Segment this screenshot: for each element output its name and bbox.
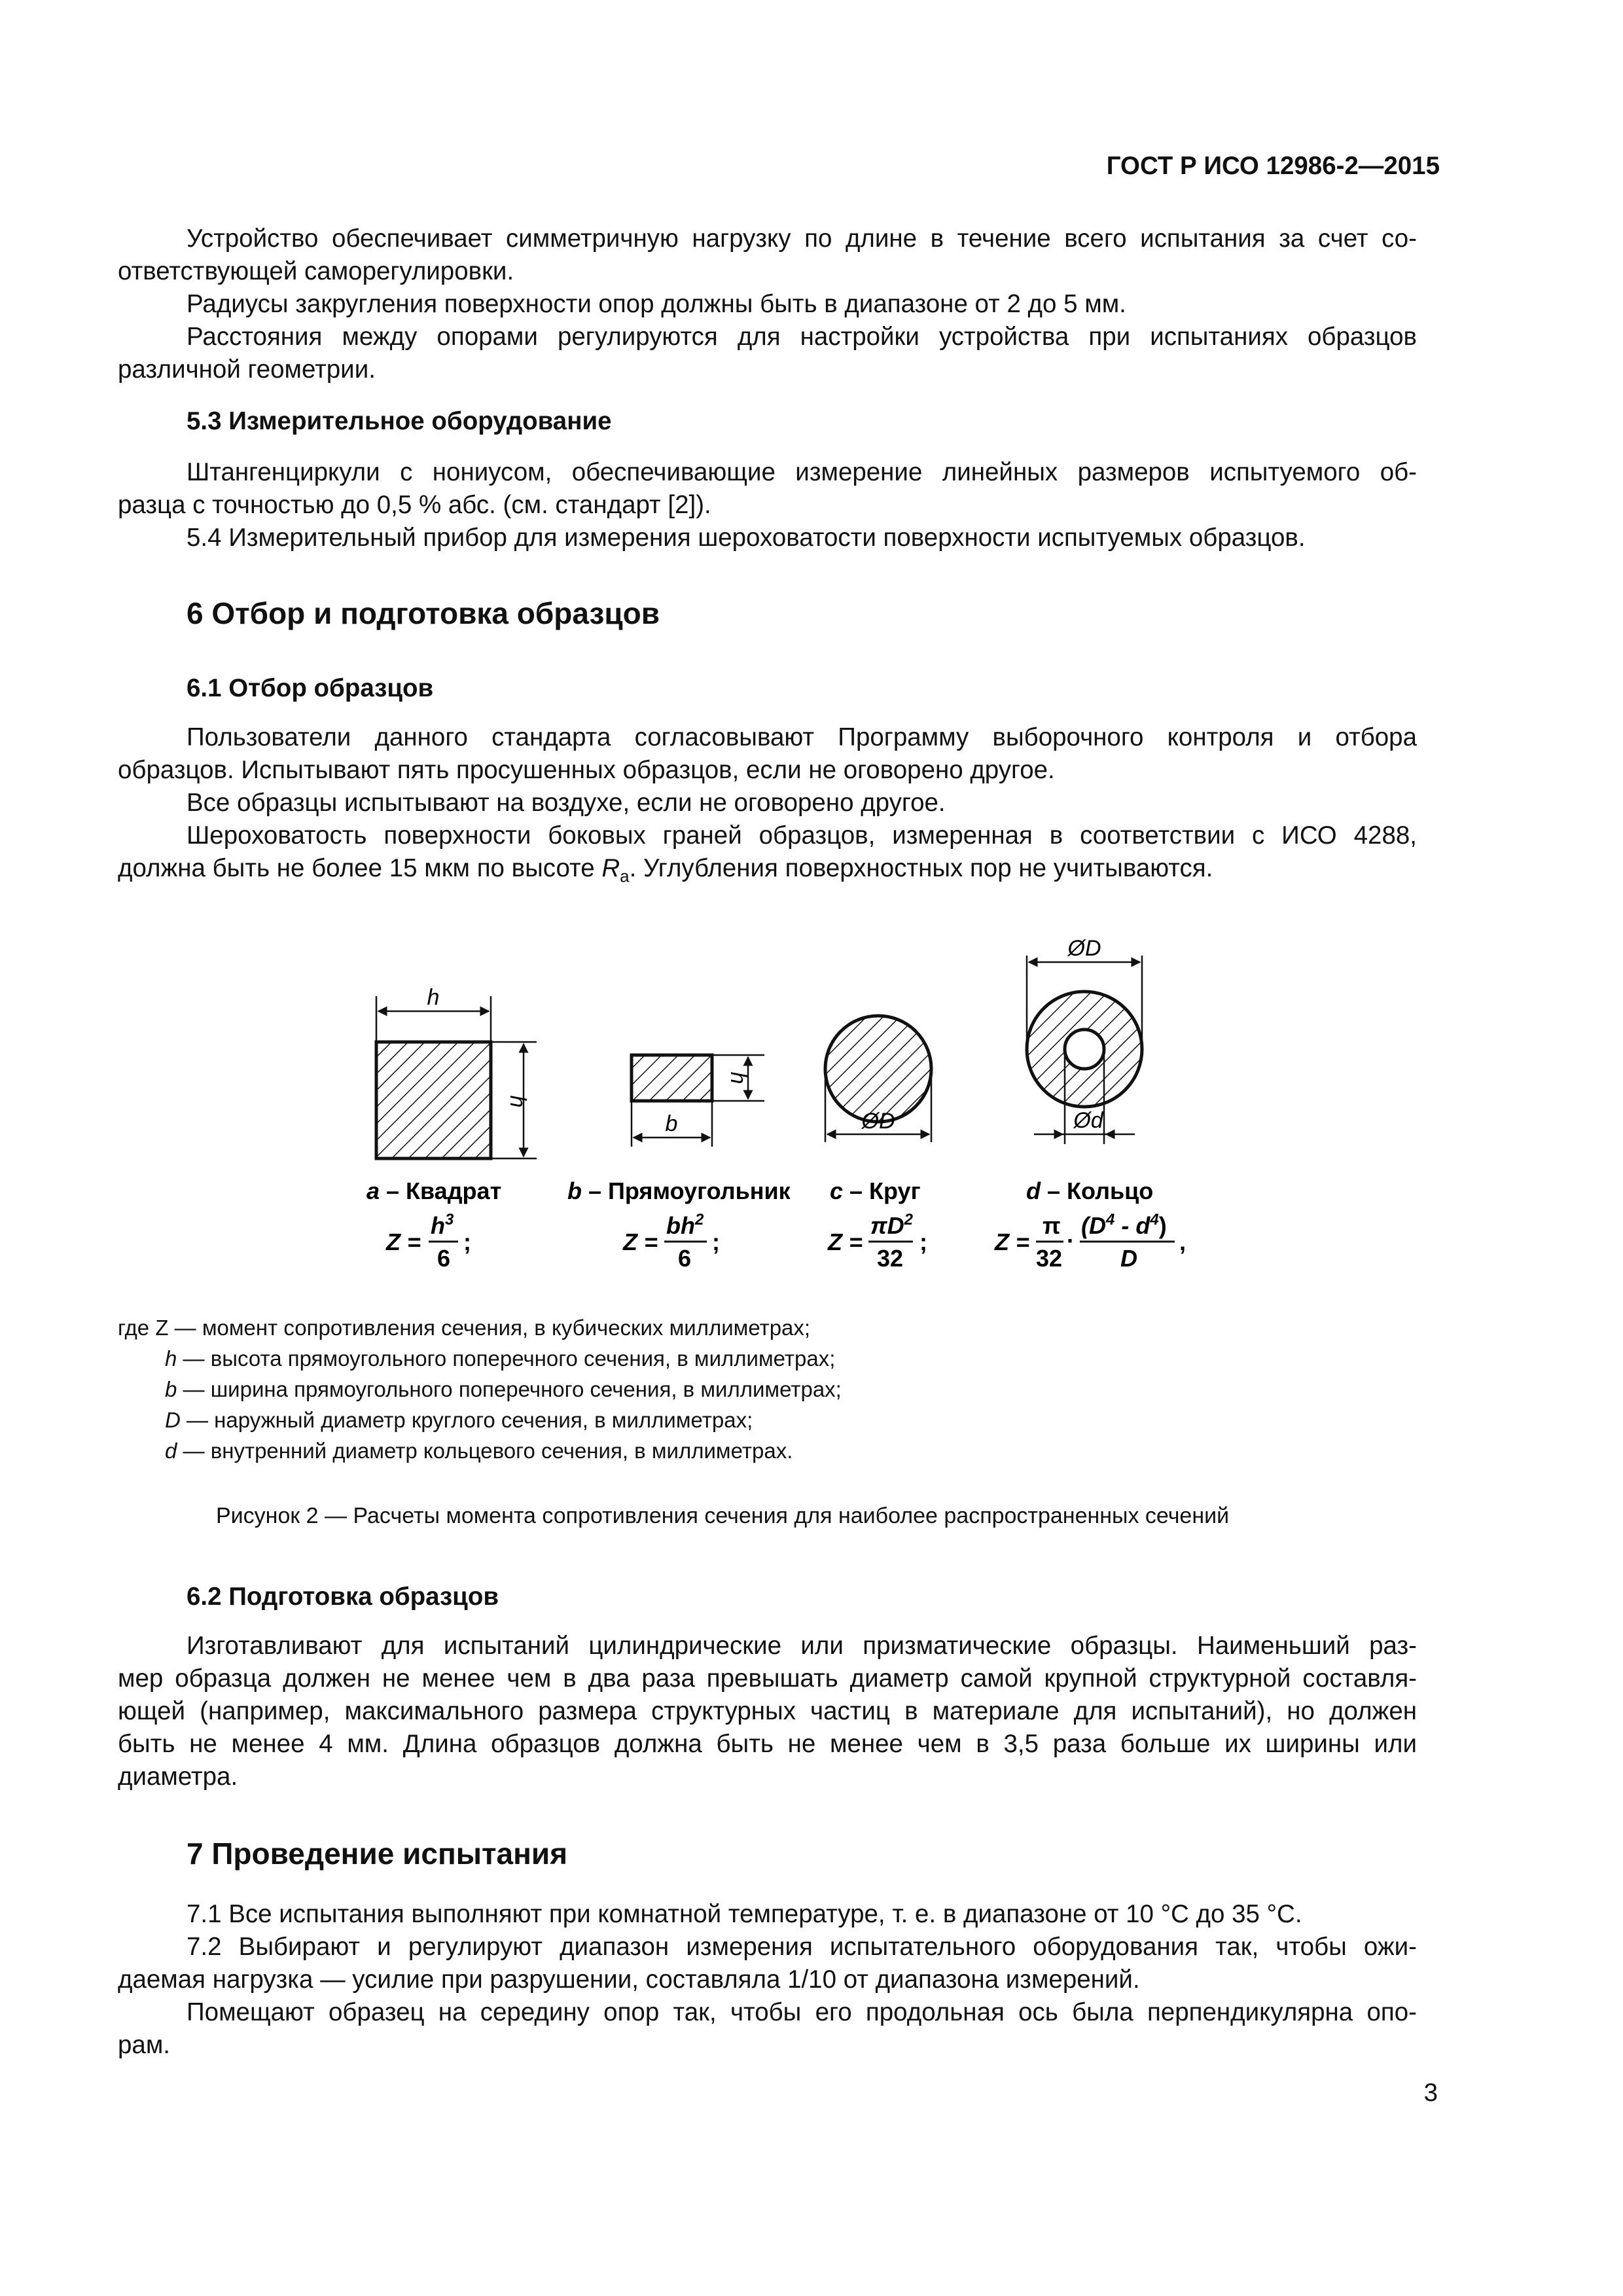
legend-line: h — высота прямоугольного поперечного сечения, в миллиметрах; (165, 1346, 836, 1371)
text-line: образцов. Испытывают пять просушенных образцов, если не оговорено другое. (118, 756, 1055, 784)
square-section (376, 985, 537, 1158)
rectangle-section (632, 1055, 764, 1147)
text-line: Радиусы закругления поверхности опор должны быть в диапазоне от 2 до 5 мм. (187, 290, 1126, 318)
section-heading-7: 7 Проведение испытания (187, 1837, 568, 1871)
text-line: Все образцы испытывают на воздухе, если не оговорено другое. (187, 789, 946, 817)
formula-a-den: 6 (437, 1245, 451, 1272)
formula-c-end: ; (919, 1229, 927, 1255)
caption-rectangle: b – Прямоугольник (567, 1177, 791, 1204)
page-number: 3 (1423, 2079, 1438, 2107)
text-line: мер образца должен не менее чем в два раза превышать диаметр самой крупной структурной составля- (118, 1664, 1417, 1693)
formula-b-end: ; (712, 1229, 720, 1255)
text-line: 7.1 Все испытания выполняют при комнатной температуре, т. е. в диапазоне от 10 °С до 35 °С. (187, 1900, 1302, 1928)
dim-label-d: Ød (1073, 1108, 1103, 1133)
formula-d-lhs: Z = (995, 1229, 1030, 1255)
text-line: различной геометрии. (118, 355, 376, 384)
section-heading-6-2: 6.2 Подготовка образцов (187, 1583, 499, 1611)
text-line: 7.2 Выбирают и регулируют диапазон измерения испытательного оборудования так, чтобы ожи- (187, 1933, 1417, 1961)
dim-label-D: ØD (1067, 936, 1101, 961)
dim-label-h-vertical: h (505, 1095, 530, 1108)
text-line: рам. (118, 2031, 170, 2059)
circle-shape (825, 1016, 931, 1122)
text-line: Устройство обеспечивает симметричную нагрузку по длине в течение всего испытания за счет со- (187, 224, 1417, 253)
section-heading-5-3: 5.3 Измерительное оборудование (187, 407, 612, 435)
formula-b-num: $bh^2$ (666, 1211, 704, 1239)
ring-section (1027, 936, 1142, 1144)
dim-label-h: h (427, 985, 440, 1010)
text-line: Изготавливают для испытаний цилиндрические или призматические образцы. Наименьший раз- (187, 1632, 1417, 1660)
formula-c-lhs: Z = (828, 1229, 863, 1255)
text-line: диаметра. (118, 1763, 238, 1791)
square-shape (376, 1042, 491, 1158)
text-span: должна быть не более 15 мкм по высоте (118, 854, 602, 882)
section-6-1-text (118, 721, 1417, 893)
text-line: разца с точностью до 0,5 % абс. (см. стандарт [2]). (118, 491, 711, 519)
formula-b-lhs: Z = (623, 1229, 658, 1255)
legend-line: d — внутренний диаметр кольцевого сечения, в миллиметрах. (165, 1439, 793, 1463)
text-line: Помещают образец на середину опор так, чтобы его продольная ось была перпендикулярна опо- (187, 1998, 1417, 2026)
formula-d-num1: π (1043, 1212, 1061, 1239)
text-line: даемая нагрузка — усилие при разрушении, составляла 1/10 от диапазона измерений. (118, 1965, 1140, 1994)
formulas (385, 1211, 1186, 1272)
text-line: Расстояния между опорами регулируются для настройки устройства при испытаниях образцов (187, 323, 1417, 351)
text-line (118, 852, 1417, 893)
caption-circle: c – Круг (830, 1177, 921, 1204)
formula-a-lhs: Z = (386, 1229, 421, 1255)
formula-d-den2: D (1120, 1245, 1137, 1272)
section-5-3-text (118, 456, 1417, 554)
dim-label-D: ØD (861, 1109, 895, 1134)
section-heading-6: 6 Отбор и подготовка образцов (187, 596, 660, 630)
text-line: Шероховатость поверхности боковых граней образцов, измеренная в соответствии с ИСО 4288, (187, 821, 1417, 850)
caption-ring: d – Кольцо (1026, 1177, 1154, 1204)
legend-line: где Z — момент сопротивления сечения, в кубических миллиметрах; (118, 1316, 811, 1340)
section-7-text (118, 1898, 1417, 2062)
text-line: быть не менее 4 мм. Длина образцов должна быть не менее чем в 3,5 раза больше их ширины или (118, 1730, 1417, 1758)
formula-d-end: , (1179, 1229, 1186, 1255)
figure-legend (118, 1312, 842, 1466)
text-line: Штангенциркули с нониусом, обеспечивающие измерение линейных размеров испытуемого об- (187, 458, 1417, 486)
formula-a-end: ; (463, 1229, 471, 1255)
formula-c-den: 32 (877, 1245, 904, 1272)
formula-d-den1: 32 (1036, 1245, 1063, 1272)
text-line: 5.4 Измерительный прибор для измерения шероховатости поверхности испытуемых образцов. (187, 524, 1306, 552)
dim-label-b: b (665, 1111, 678, 1136)
roughness-symbol: R (601, 854, 620, 882)
circle-section (825, 1016, 931, 1142)
legend-line: D — наружный диаметр круглого сечения, в миллиметрах; (165, 1408, 753, 1432)
section-6-2-text (118, 1630, 1417, 1793)
text-line: ющей (например, максимального размера структурных частиц в материале для испытаний), но должен (118, 1697, 1417, 1725)
formula-c-num: $\pi D^2$ (870, 1211, 913, 1239)
formula-b-den: 6 (678, 1245, 692, 1272)
formula-d-dot: · (1067, 1227, 1075, 1254)
intro-paragraphs (118, 223, 1417, 386)
legend-line: b — ширина прямоугольного поперечного сечения, в миллиметрах; (165, 1377, 842, 1401)
ring-shape (1027, 992, 1142, 1107)
figure-title: Рисунок 2 — Расчеты момента сопротивления сечения для наиболее распространенных сечений (216, 1503, 1230, 1528)
text-line: Пользователи данного стандарта согласовывают Программу выборочного контроля и отбора (187, 723, 1417, 751)
text-span: . Углубления поверхностных пор не учитываются. (629, 854, 1213, 882)
formula-d-num2: $(D^4 - d^4)$ (1081, 1211, 1167, 1239)
section-heading-6-1: 6.1 Отбор образцов (187, 674, 434, 702)
rectangle-shape (632, 1055, 712, 1101)
roughness-subscript: a (620, 866, 630, 886)
formula-a-num: $h^3$ (431, 1211, 454, 1239)
caption-square: a – Квадрат (366, 1177, 502, 1204)
dim-label-h: h (726, 1071, 751, 1085)
document-id: ГОСТ Р ИСО 12986-2—2015 (1106, 152, 1440, 180)
text-line: ответствующей саморегулировки. (118, 257, 514, 285)
